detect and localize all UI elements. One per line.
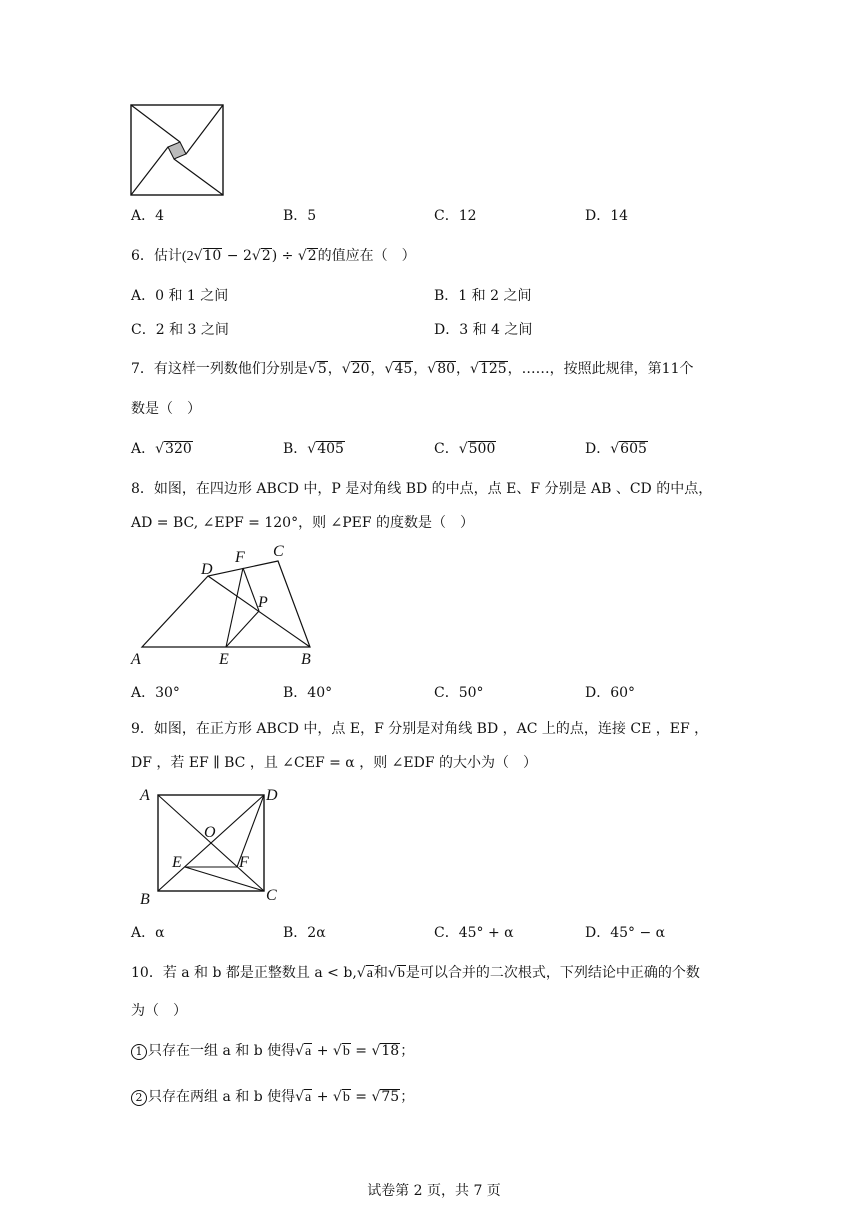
q7-term-5: 125 <box>479 361 507 377</box>
q9-option-a: A．α <box>131 925 165 941</box>
q7-sep-4: ， <box>456 361 471 377</box>
q6-radicand-3: 2 <box>307 248 317 264</box>
q5-option-a: A．4 <box>131 208 165 224</box>
q9-label-a: A <box>140 787 150 804</box>
q8-label-p: P <box>258 594 268 611</box>
q7-term-4: 80 <box>437 361 456 377</box>
q9-label-o: O <box>204 824 216 841</box>
q10-stem-line2: 为（ ） <box>131 1003 187 1019</box>
q7-option-b-value: 405 <box>317 441 344 457</box>
q5-square-figure <box>130 104 226 198</box>
q10-statement-1-rc: 18 <box>381 1043 400 1059</box>
q7-option-b: B．√405 <box>283 441 344 457</box>
q10-statement-1-mark: 1 <box>131 1044 147 1060</box>
q7-term-2: 20 <box>351 361 370 377</box>
q8-stem-line1: 8．如图，在四边形 ABCD 中，P 是对角线 BD 的中点，点 E、F 分别是 AB 、CD 的中点， <box>131 481 713 497</box>
q5-option-c: C．12 <box>434 208 477 224</box>
q10-tail: 是可以合并的二次根式，下列结论中正确的个数 <box>405 965 700 981</box>
q6-option-b: B．1 和 2 之间 <box>434 288 532 304</box>
q7-sep-1: ， <box>327 361 342 377</box>
q6-option-a: A．0 和 1 之间 <box>131 288 229 304</box>
q7-term-3: 45 <box>394 361 413 377</box>
q10-statement-2-rb: b <box>342 1090 350 1105</box>
q9-label-d: D <box>266 787 278 804</box>
q7-option-a-value: 320 <box>165 441 192 457</box>
q10-radicand-a: a <box>366 966 373 981</box>
q8-quadrilateral-figure <box>128 543 328 668</box>
q7-option-c-value: 500 <box>468 441 496 457</box>
q6-expr-div: ) ÷ <box>271 248 298 264</box>
q10-statement-2-text: 只存在两组 a 和 b 使得 <box>148 1089 296 1105</box>
q9-stem-line1: 9．如图，在正方形 ABCD 中，点 E，F 分别是对角线 BD ，AC 上的点，连接 CE ，EF ， <box>131 721 709 737</box>
page-footer: 试卷第 2 页，共 7 页 <box>367 1183 501 1199</box>
q6-option-d: D．3 和 4 之间 <box>434 322 533 338</box>
q8-label-f: F <box>235 549 245 566</box>
q10-lead: 10．若 a 和 b 都是正整数且 a < b, <box>131 965 357 981</box>
q8-label-c: C <box>273 543 284 560</box>
q8-label-a: A <box>131 651 141 668</box>
q8-option-b: B．40° <box>283 685 333 701</box>
q10-statement-1-ra: a <box>305 1044 312 1059</box>
q9-label-f: F <box>239 854 249 871</box>
q6-option-c: C．2 和 3 之间 <box>131 322 229 338</box>
q10-statement-2-eq: = <box>350 1089 372 1105</box>
q7-term-1: 5 <box>317 361 327 377</box>
q6-expr-open: (2 <box>181 249 194 264</box>
q10-radicand-b: b <box>397 966 405 981</box>
q7-option-a: A．√320 <box>131 441 192 457</box>
q9-label-b: B <box>140 891 150 908</box>
q7-lead: 7．有这样一列数他们分别是 <box>131 361 308 377</box>
q10-statement-1-plus: + <box>312 1043 333 1059</box>
q6-expr-mid: − 2 <box>222 248 252 264</box>
q9-label-c: C <box>266 887 277 904</box>
q6-radicand-1: 10 <box>203 248 222 264</box>
q6-radicand-2: 2 <box>261 248 271 264</box>
q10-statement-2-plus: + <box>312 1089 333 1105</box>
q8-stem-line2: AD = BC, ∠EPF = 120°，则 ∠PEF 的度数是（ ） <box>131 515 475 531</box>
q7-stem-line1: 7．有这样一列数他们分别是√5，√20，√45，√80，√125，……，按照此规律，第11个 <box>131 361 694 377</box>
q5-option-b: B．5 <box>283 208 317 224</box>
q10-statement-1: 1 只存在一组 a 和 b 使得√a + √b = √18； <box>131 1040 414 1060</box>
q10-stem-line1: 10．若 a 和 b 都是正整数且 a < b,√a和√b是可以合并的二次根式，下列结论中正确的个数 <box>131 965 700 981</box>
q6-tail: 的值应在（ ） <box>317 248 416 264</box>
q8-option-c: C．50° <box>434 685 484 701</box>
q10-statement-2-rc: 75 <box>381 1089 400 1105</box>
q7-option-d: D．√605 <box>585 441 647 457</box>
q7-option-d-value: 605 <box>620 441 647 457</box>
q8-option-a: A．30° <box>131 685 180 701</box>
q7-option-b-letter: B． <box>283 441 308 457</box>
q8-label-d: D <box>201 561 213 578</box>
q10-statement-2-end: ； <box>400 1089 415 1105</box>
q10-statement-2-ra: a <box>305 1090 312 1105</box>
q10-statement-1-text: 只存在一组 a 和 b 使得 <box>148 1043 296 1059</box>
q6-stem: 6．估计(2√10 − 2√2) ÷ √2的值应在（ ） <box>131 248 416 264</box>
q9-stem-line2: DF ，若 EF ∥ BC ，且 ∠CEF = α ，则 ∠EDF 的大小为（ ） <box>131 755 537 771</box>
q10-statement-2: 2 只存在两组 a 和 b 使得√a + √b = √75； <box>131 1086 414 1106</box>
q9-option-c: C．45° + α <box>434 925 514 941</box>
q7-sep-3: ， <box>413 361 428 377</box>
q9-option-d: D．45° − α <box>585 925 666 941</box>
q10-and: 和 <box>373 965 388 981</box>
q6-number: 6．估计 <box>131 248 182 264</box>
q7-sep-2: ， <box>370 361 385 377</box>
q9-square-figure <box>138 783 298 908</box>
q5-option-d: D．14 <box>585 208 629 224</box>
q10-statement-1-eq: = <box>350 1043 372 1059</box>
q7-option-d-letter: D． <box>585 441 611 457</box>
q10-statement-1-rb: b <box>342 1044 350 1059</box>
q9-option-b: B．2α <box>283 925 326 941</box>
q7-option-c: C．√500 <box>434 441 496 457</box>
q9-label-e: E <box>172 854 182 871</box>
q7-tail: ，……，按照此规律，第11个 <box>507 361 694 377</box>
q10-statement-2-mark: 2 <box>131 1090 147 1106</box>
q7-option-a-letter: A． <box>131 441 156 457</box>
q8-label-e: E <box>219 651 229 668</box>
q7-stem-line2: 数是（ ） <box>131 401 201 417</box>
q7-option-c-letter: C． <box>434 441 459 457</box>
q8-label-b: B <box>301 651 311 668</box>
q10-statement-1-end: ； <box>400 1043 415 1059</box>
q8-option-d: D．60° <box>585 685 636 701</box>
